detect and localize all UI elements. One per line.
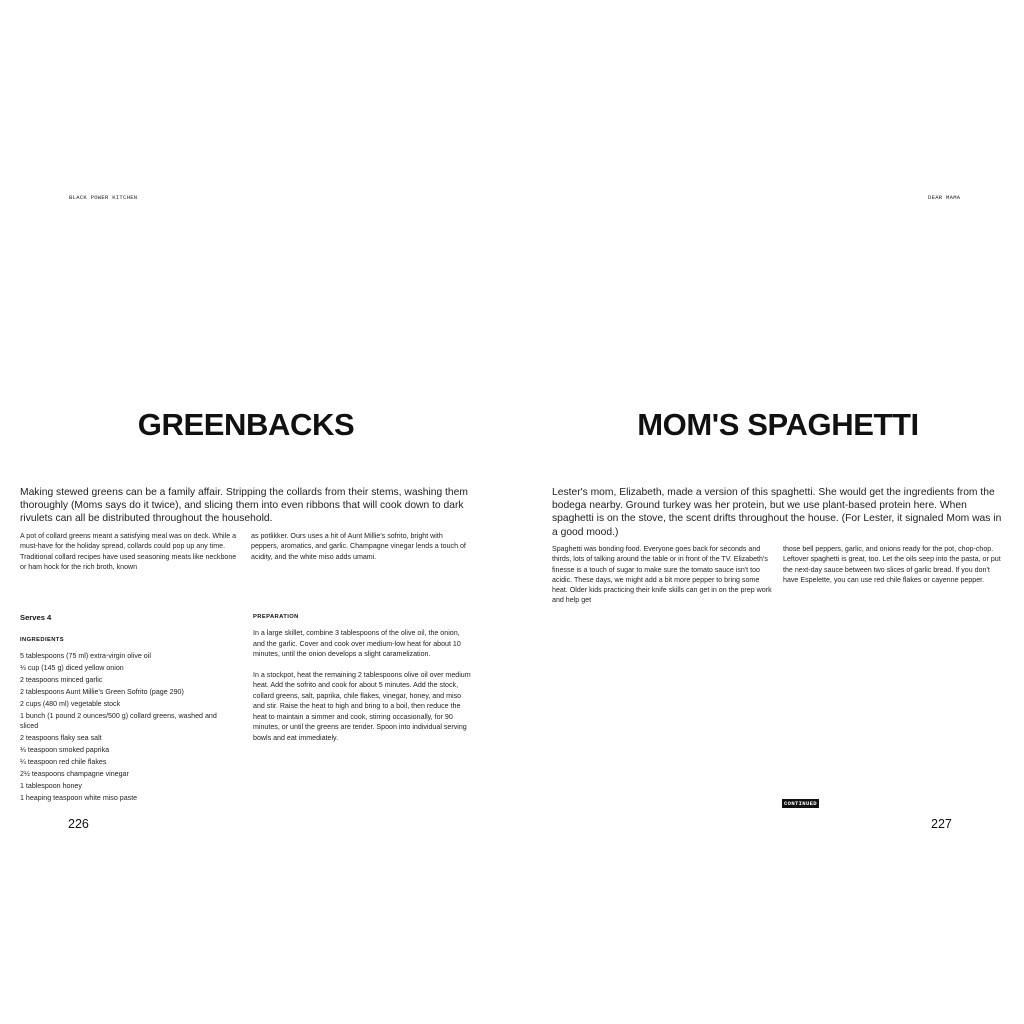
body-column-right-2: those bell peppers, garlic, and onions ready for the pot, chop-chop. Leftover spaghetti is great, too. Let the oils seep into the pasta, or put the next-day sauce between two slices of garlic bread. If you don't have Espelette, you can use red chile flakes or cayenne pepper. — [783, 545, 1001, 584]
ingredient-item: 1 heaping teaspoon white miso paste — [20, 793, 138, 802]
ingredient-item: ⅓ cup (145 g) diced yellow onion — [20, 664, 124, 672]
intro-paragraph-left: Making stewed greens can be a family affair. Stripping the collards from their stems, washing them thoroughly (Moms says do it twice), and slicing them into even ribbons that will cook down to dark rivulets can all be distributed throughout the household. — [20, 487, 468, 525]
ingredient-item: ¼ teaspoon red chile flakes — [20, 757, 107, 766]
ingredients-list — [20, 652, 235, 806]
running-head-left: BLACK POWER KITCHEN — [69, 194, 138, 201]
ingredient-item: 2 cups (480 ml) vegetable stock — [20, 700, 121, 708]
ingredient-item: 5 tablespoons (75 ml) extra-virgin olive oil — [20, 652, 151, 660]
body-column-left-2: as potlikker. Ours uses a hit of Aunt Millie's sofrito, bright with peppers, aromatics, and garlic. Champagne vinegar lends a touch of acidity, and the white miso adds umami. — [251, 532, 466, 561]
ingredients-heading: INGREDIENTS — [20, 637, 65, 643]
ingredient-item: 1 bunch (1 pound 2 ounces/500 g) collard greens, washed and sliced — [20, 712, 217, 730]
recipe-title-greenbacks: GREENBACKS — [137, 407, 355, 442]
ingredient-item: ⅓ teaspoon smoked paprika — [20, 745, 110, 754]
page-number-left: 226 — [68, 817, 89, 831]
preparation-heading: PREPARATION — [253, 614, 299, 620]
page-number-right: 227 — [931, 817, 952, 831]
preparation-step: In a stockpot, heat the remaining 2 tablespoons olive oil over medium heat. Add the sofrito and cook for about 5 minutes. Add the stock, collard greens, salt, paprika, chile flakes, vinegar, honey, and miso and stir. Raise the heat to high and bring to a boil, then reduce the heat to maintain a simmer and cook, stirring occasionally, for 90 minutes, or until the greens are tender. Spoon into individual serving bowls and eat immediately. — [253, 670, 471, 742]
ingredient-item: 2 tablespoons Aunt Millie's Green Sofrito (page 290) — [20, 688, 184, 696]
preparation-step: In a large skillet, combine 3 tablespoons of the olive oil, the onion, and the garlic. Cover and cook over medium-low heat for about 10 minutes, until the onion develops a slight caramelization. — [253, 629, 461, 658]
ingredient-item: 2 teaspoons minced garlic — [20, 676, 103, 684]
body-column-right-1: Spaghetti was bonding food. Everyone goes back for seconds and thirds, lots of talking around the table or in front of the TV. Elizabeth's finesse is a touch of sugar to make sure the tomato sauce isn't too acidic. These days, we might add a bit more pepper to bring some heat. Older kids practicing their knife skills can get in on the prep work and help get — [552, 545, 772, 605]
ingredient-item: 2 teaspoons flaky sea salt — [20, 733, 102, 742]
ingredient-item: 2½ teaspoons champagne vinegar — [20, 769, 129, 778]
recipe-title-moms-spaghetti: MOM'S SPAGHETTI — [637, 407, 919, 442]
running-head-right: DEAR MAMA — [928, 194, 961, 201]
ingredient-item: 1 tablespoon honey — [20, 781, 82, 790]
intro-paragraph-right: Lester's mom, Elizabeth, made a version of this spaghetti. She would get the ingredients from the bodega nearby. Ground turkey was her protein, but we use plant-based protein here. When spaghetti is on the stove, the scent drifts throughout the house. (For Lester, it signaled Mom was in a good mood.) — [552, 487, 1002, 538]
continued-badge: CONTINUED — [784, 800, 817, 807]
body-columns-left — [20, 531, 472, 572]
body-column-left-1: A pot of collard greens meant a satisfying meal was on deck. While a must-have for the holiday spread, collards could pop up any time. Traditional collard recipes have used seasoning meats like neckbone or ham hock for the rich broth, known — [20, 532, 237, 571]
preparation-steps — [253, 628, 473, 753]
serves-label: Serves 4 — [20, 613, 52, 622]
body-columns-right — [552, 544, 1004, 606]
